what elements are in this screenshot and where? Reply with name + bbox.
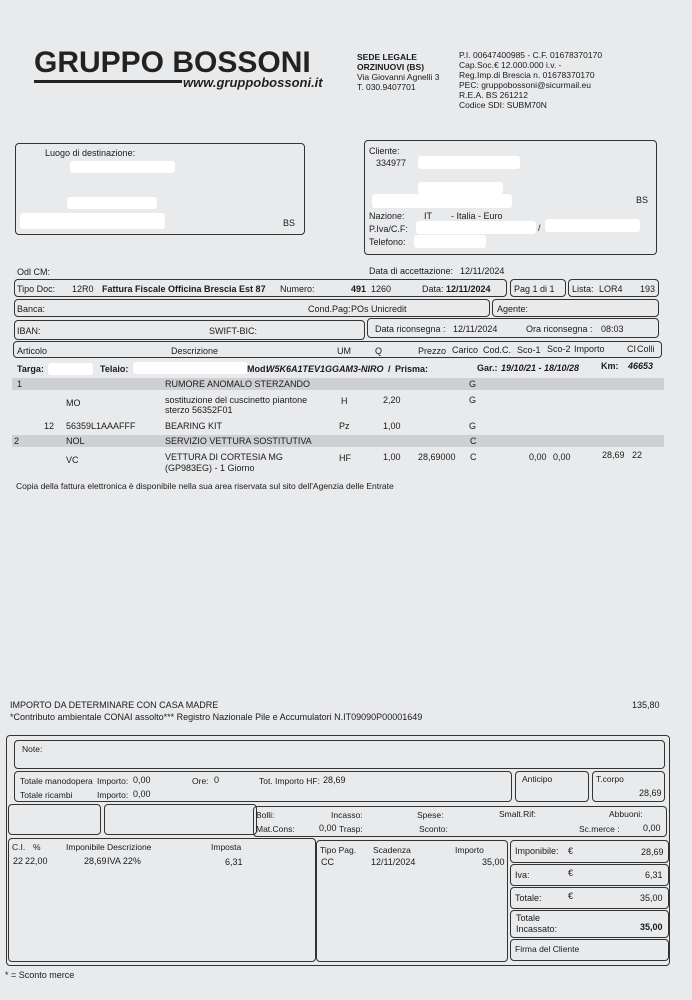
tcorpo-value: 28,69	[639, 788, 662, 798]
tot-hf-value: 28,69	[323, 775, 346, 785]
condpag-label: Cond.Pag:	[308, 304, 351, 314]
importo-value: 35,00	[482, 857, 505, 867]
incassato-label: Totale	[516, 913, 541, 923]
ricambi-importo: 0,00	[133, 789, 151, 799]
company-pec: PEC: gruppobossoni@sicurmail.eu	[459, 80, 591, 90]
vat-box	[8, 838, 316, 962]
destination-prov: BS	[283, 218, 296, 228]
logo-underline	[34, 80, 182, 83]
scadenza-value: 12/11/2024	[371, 857, 416, 867]
ricambi-label: Totale ricambi	[20, 790, 73, 800]
data-label: Data:	[422, 284, 444, 294]
line-codc: G	[469, 379, 477, 389]
line-um: HF	[339, 453, 351, 463]
redacted-field	[48, 363, 93, 375]
iban-box	[14, 320, 365, 340]
client-code: 334977	[376, 158, 407, 168]
client-piva-sep: /	[538, 223, 541, 233]
redacted-field	[414, 235, 486, 248]
imponibile-euro: €	[568, 846, 574, 856]
odl-label: Odl CM:	[17, 267, 51, 277]
line-q: 1,00	[383, 421, 401, 431]
col-colli: Colli	[637, 344, 655, 354]
company-capsoc: Cap.Soc.€ 12.000.000 i.v. -	[459, 60, 562, 70]
lista-num: 193	[640, 284, 656, 294]
vat-imposta-col: Imposta	[211, 842, 242, 852]
line-num: 1	[17, 379, 23, 389]
line-desc: SERVIZIO VETTURA SOSTITUTIVA	[165, 436, 312, 446]
line-art: 56359L1AAAFFF	[66, 421, 136, 431]
ricambi-importo-label: Importo:	[97, 790, 129, 800]
col-prezzo: Prezzo	[418, 346, 447, 356]
client-prov: BS	[636, 195, 649, 205]
company-regimp: Reg.Imp.di Brescia n. 01678370170	[459, 70, 595, 80]
col-descrizione: Descrizione	[171, 346, 219, 356]
scmerce-value: 0,00	[643, 823, 661, 833]
km-label: Km:	[601, 361, 619, 371]
col-um: UM	[337, 346, 351, 356]
incassato-value: 35,00	[640, 922, 663, 932]
agente-label: Agente:	[497, 304, 529, 314]
abbuoni-label: Abbuoni:	[609, 809, 643, 819]
mod-sep: /	[388, 364, 391, 374]
tipo-code: 12R0	[72, 284, 94, 294]
line-codc: G	[469, 395, 477, 405]
banca-box	[14, 299, 490, 317]
line-q: 2,20	[383, 395, 401, 405]
banca-label: Banca:	[17, 304, 46, 314]
col-q: Q	[375, 346, 383, 356]
importo-note-value: 135,80	[632, 700, 660, 710]
iban-label: IBAN:	[17, 326, 41, 336]
tcorpo-label: T.corpo	[596, 774, 624, 784]
totale-label: Totale:	[515, 893, 542, 903]
empty-box-mid	[104, 804, 257, 835]
line-um: H	[341, 396, 348, 406]
redacted-field	[133, 362, 248, 374]
client-nazione-label: Nazione:	[369, 211, 405, 221]
importo-note: IMPORTO DA DETERMINARE CON CASA MADRE	[10, 700, 219, 710]
sede-city: ORZINUOVI (BS)	[357, 62, 425, 72]
ora-label: Ora riconsegna :	[526, 324, 593, 334]
line-desc: (GP983EG) - 1 Giorno	[165, 463, 255, 473]
scmerce-label: Sc.merce :	[579, 824, 620, 834]
incassato-label: Incassato:	[516, 924, 558, 934]
line-desc: RUMORE ANOMALO STERZANDO	[165, 379, 311, 389]
vat-perc: 22,00	[25, 856, 48, 866]
scadenza-label: Scadenza	[373, 845, 411, 855]
vat-ci: 22	[13, 856, 24, 866]
ore-value: 0	[214, 775, 220, 785]
company-piva: P.I. 00647400985 - C.F. 01678370170	[459, 50, 603, 60]
condpag-value: POs Unicredit	[351, 304, 407, 314]
km-value: 46653	[628, 361, 654, 371]
lista-label: Lista:	[572, 284, 594, 294]
mod-value: W5K6A1TEV1GGAM3-NIRO	[266, 364, 384, 374]
imponibile-label: Imponibile:	[515, 846, 559, 856]
redacted-field	[418, 182, 503, 194]
conai-note: *Contributo ambientale CONAI assolto*** Registro Nazionale Pile e Accumulatori N.IT09090P00001649	[10, 712, 423, 722]
line-art: VC	[66, 455, 79, 465]
col-articolo: Articolo	[17, 346, 48, 356]
line-importo: 28,69	[602, 450, 625, 460]
redacted-field	[418, 156, 520, 169]
tipo-label: Tipo Doc:	[17, 284, 56, 294]
tipopag-label: Tipo Pag.	[320, 845, 357, 855]
iva-value: 6,31	[645, 870, 663, 880]
redacted-field	[70, 161, 175, 173]
firma-label: Firma del Cliente	[515, 944, 580, 954]
numero-b: 1260	[371, 284, 392, 294]
company-logo: GRUPPO BOSSONI	[34, 46, 311, 79]
note-box	[14, 740, 665, 769]
riconsegna-date: 12/11/2024	[453, 324, 498, 334]
redacted-field	[372, 194, 512, 208]
matcons-label: Mat.Cons:	[256, 824, 295, 834]
iva-label: Iva:	[515, 870, 530, 880]
vat-perc-label: %	[33, 842, 41, 852]
gar-label: Gar.:	[477, 363, 498, 373]
anticipo-label: Anticipo	[522, 774, 553, 784]
electronic-invoice-notice: Copia della fattura elettronica è disponibile nella sua area riservata sul sito dell'Agenzia delle Entrate	[16, 481, 394, 491]
client-tel-label: Telefono:	[369, 237, 406, 247]
tipopag-value: CC	[321, 857, 334, 867]
vat-descr-col: Descrizione	[107, 842, 152, 852]
redacted-field	[67, 197, 157, 209]
manodopera-importo-label: Importo:	[97, 776, 129, 786]
totale-value: 35,00	[640, 893, 663, 903]
client-label: Cliente:	[369, 146, 400, 156]
vat-desc: IVA 22%	[107, 856, 141, 866]
ore-label: Ore:	[192, 776, 209, 786]
company-sdi: Codice SDI: SUBM70N	[459, 100, 547, 110]
gar-value: 19/10/21 - 18/10/28	[501, 363, 580, 373]
vat-imponibile-col: Imponibile	[66, 842, 105, 852]
redacted-field	[545, 219, 640, 232]
company-rea: R.E.A. BS 261212	[459, 90, 528, 100]
ora-value: 08:03	[601, 324, 624, 334]
line-art: MO	[66, 398, 81, 408]
matcons-value: 0,00	[319, 823, 337, 833]
sconto-label: Sconto:	[419, 824, 448, 834]
line-art: NOL	[66, 436, 85, 446]
smalt-label: Smalt.Rif:	[499, 809, 536, 819]
line-sco1: 0,00	[529, 452, 547, 462]
destination-label: Luogo di destinazione:	[45, 148, 136, 158]
vat-imponibile: 28,69	[84, 856, 107, 866]
sede-street: Via Giovanni Agnelli 3	[357, 72, 440, 82]
vat-ci-label: C.I.	[12, 842, 26, 852]
tipo-desc: Fattura Fiscale Officina Brescia Est 87	[102, 284, 266, 294]
col-ci: CI	[627, 344, 636, 354]
client-nazione-code: IT	[424, 211, 432, 221]
line-codc: C	[470, 436, 477, 446]
telaio-label: Telaio:	[100, 364, 129, 374]
trasp-label: Trasp:	[339, 824, 363, 834]
client-piva-label: P.Iva/C.F:	[369, 224, 408, 234]
iva-euro: €	[568, 868, 574, 878]
riconsegna-label: Data riconsegna :	[375, 324, 446, 334]
totale-euro: €	[568, 891, 574, 901]
prisma-label: Prisma:	[395, 364, 429, 374]
client-nazione-desc: - Italia - Euro	[451, 211, 503, 221]
line-band	[12, 435, 664, 447]
accept-label: Data di accettazione:	[369, 266, 454, 276]
line-codc: C	[470, 452, 477, 462]
numero-a: 491	[351, 284, 367, 294]
line-sco2: 0,00	[553, 452, 571, 462]
line-num: 2	[14, 436, 20, 446]
line-prezzo: 28,69000	[418, 452, 456, 462]
spese-label: Spese:	[417, 810, 444, 820]
line-desc: VETTURA DI CORTESIA MG	[165, 452, 283, 462]
incasso-label: Incasso:	[331, 810, 363, 820]
sede-title: SEDE LEGALE	[357, 52, 417, 62]
redacted-field	[416, 221, 536, 234]
col-carico: Carico	[452, 345, 479, 355]
line-band	[12, 378, 664, 390]
line-desc: sostituzione del cuscinetto piantone	[165, 395, 308, 405]
data-value: 12/11/2024	[446, 284, 491, 294]
line-q: 1,00	[383, 452, 401, 462]
empty-box-left	[8, 804, 101, 835]
bolli-label: Bolli:	[256, 810, 275, 820]
pag-label: Pag 1 di 1	[514, 284, 555, 294]
mod-label: Mod:	[247, 364, 269, 374]
line-desc: sterzo 56352F01	[165, 405, 233, 415]
imponibile-value: 28,69	[641, 847, 664, 857]
line-desc: BEARING KIT	[165, 421, 223, 431]
line-codc: G	[469, 421, 477, 431]
note-label: Note:	[22, 744, 43, 754]
col-importo: Importo	[574, 344, 605, 354]
footnote: * = Sconto merce	[5, 970, 75, 980]
line-um: Pz	[339, 421, 350, 431]
manodopera-label: Totale manodopera	[20, 776, 93, 786]
vat-imposta: 6,31	[225, 857, 243, 867]
accept-date: 12/11/2024	[460, 266, 505, 276]
line-ci: 22	[632, 450, 643, 460]
col-codc: Cod.C.	[483, 345, 512, 355]
company-url: www.gruppobossoni.it	[183, 75, 323, 90]
tot-hf-label: Tot. Importo HF:	[259, 776, 320, 786]
col-sco1: Sco-1	[517, 345, 541, 355]
swift-label: SWIFT-BIC:	[209, 326, 257, 336]
numero-label: Numero:	[280, 284, 315, 294]
importo-col: Importo	[455, 845, 484, 855]
sede-phone: T. 030.9407701	[357, 82, 416, 92]
targa-label: Targa:	[17, 364, 44, 374]
redacted-field	[20, 213, 165, 229]
manodopera-importo: 0,00	[133, 775, 151, 785]
line-num: 12	[44, 421, 55, 431]
lista-value: LOR4	[599, 284, 623, 294]
col-sco2: Sco-2	[547, 344, 571, 354]
